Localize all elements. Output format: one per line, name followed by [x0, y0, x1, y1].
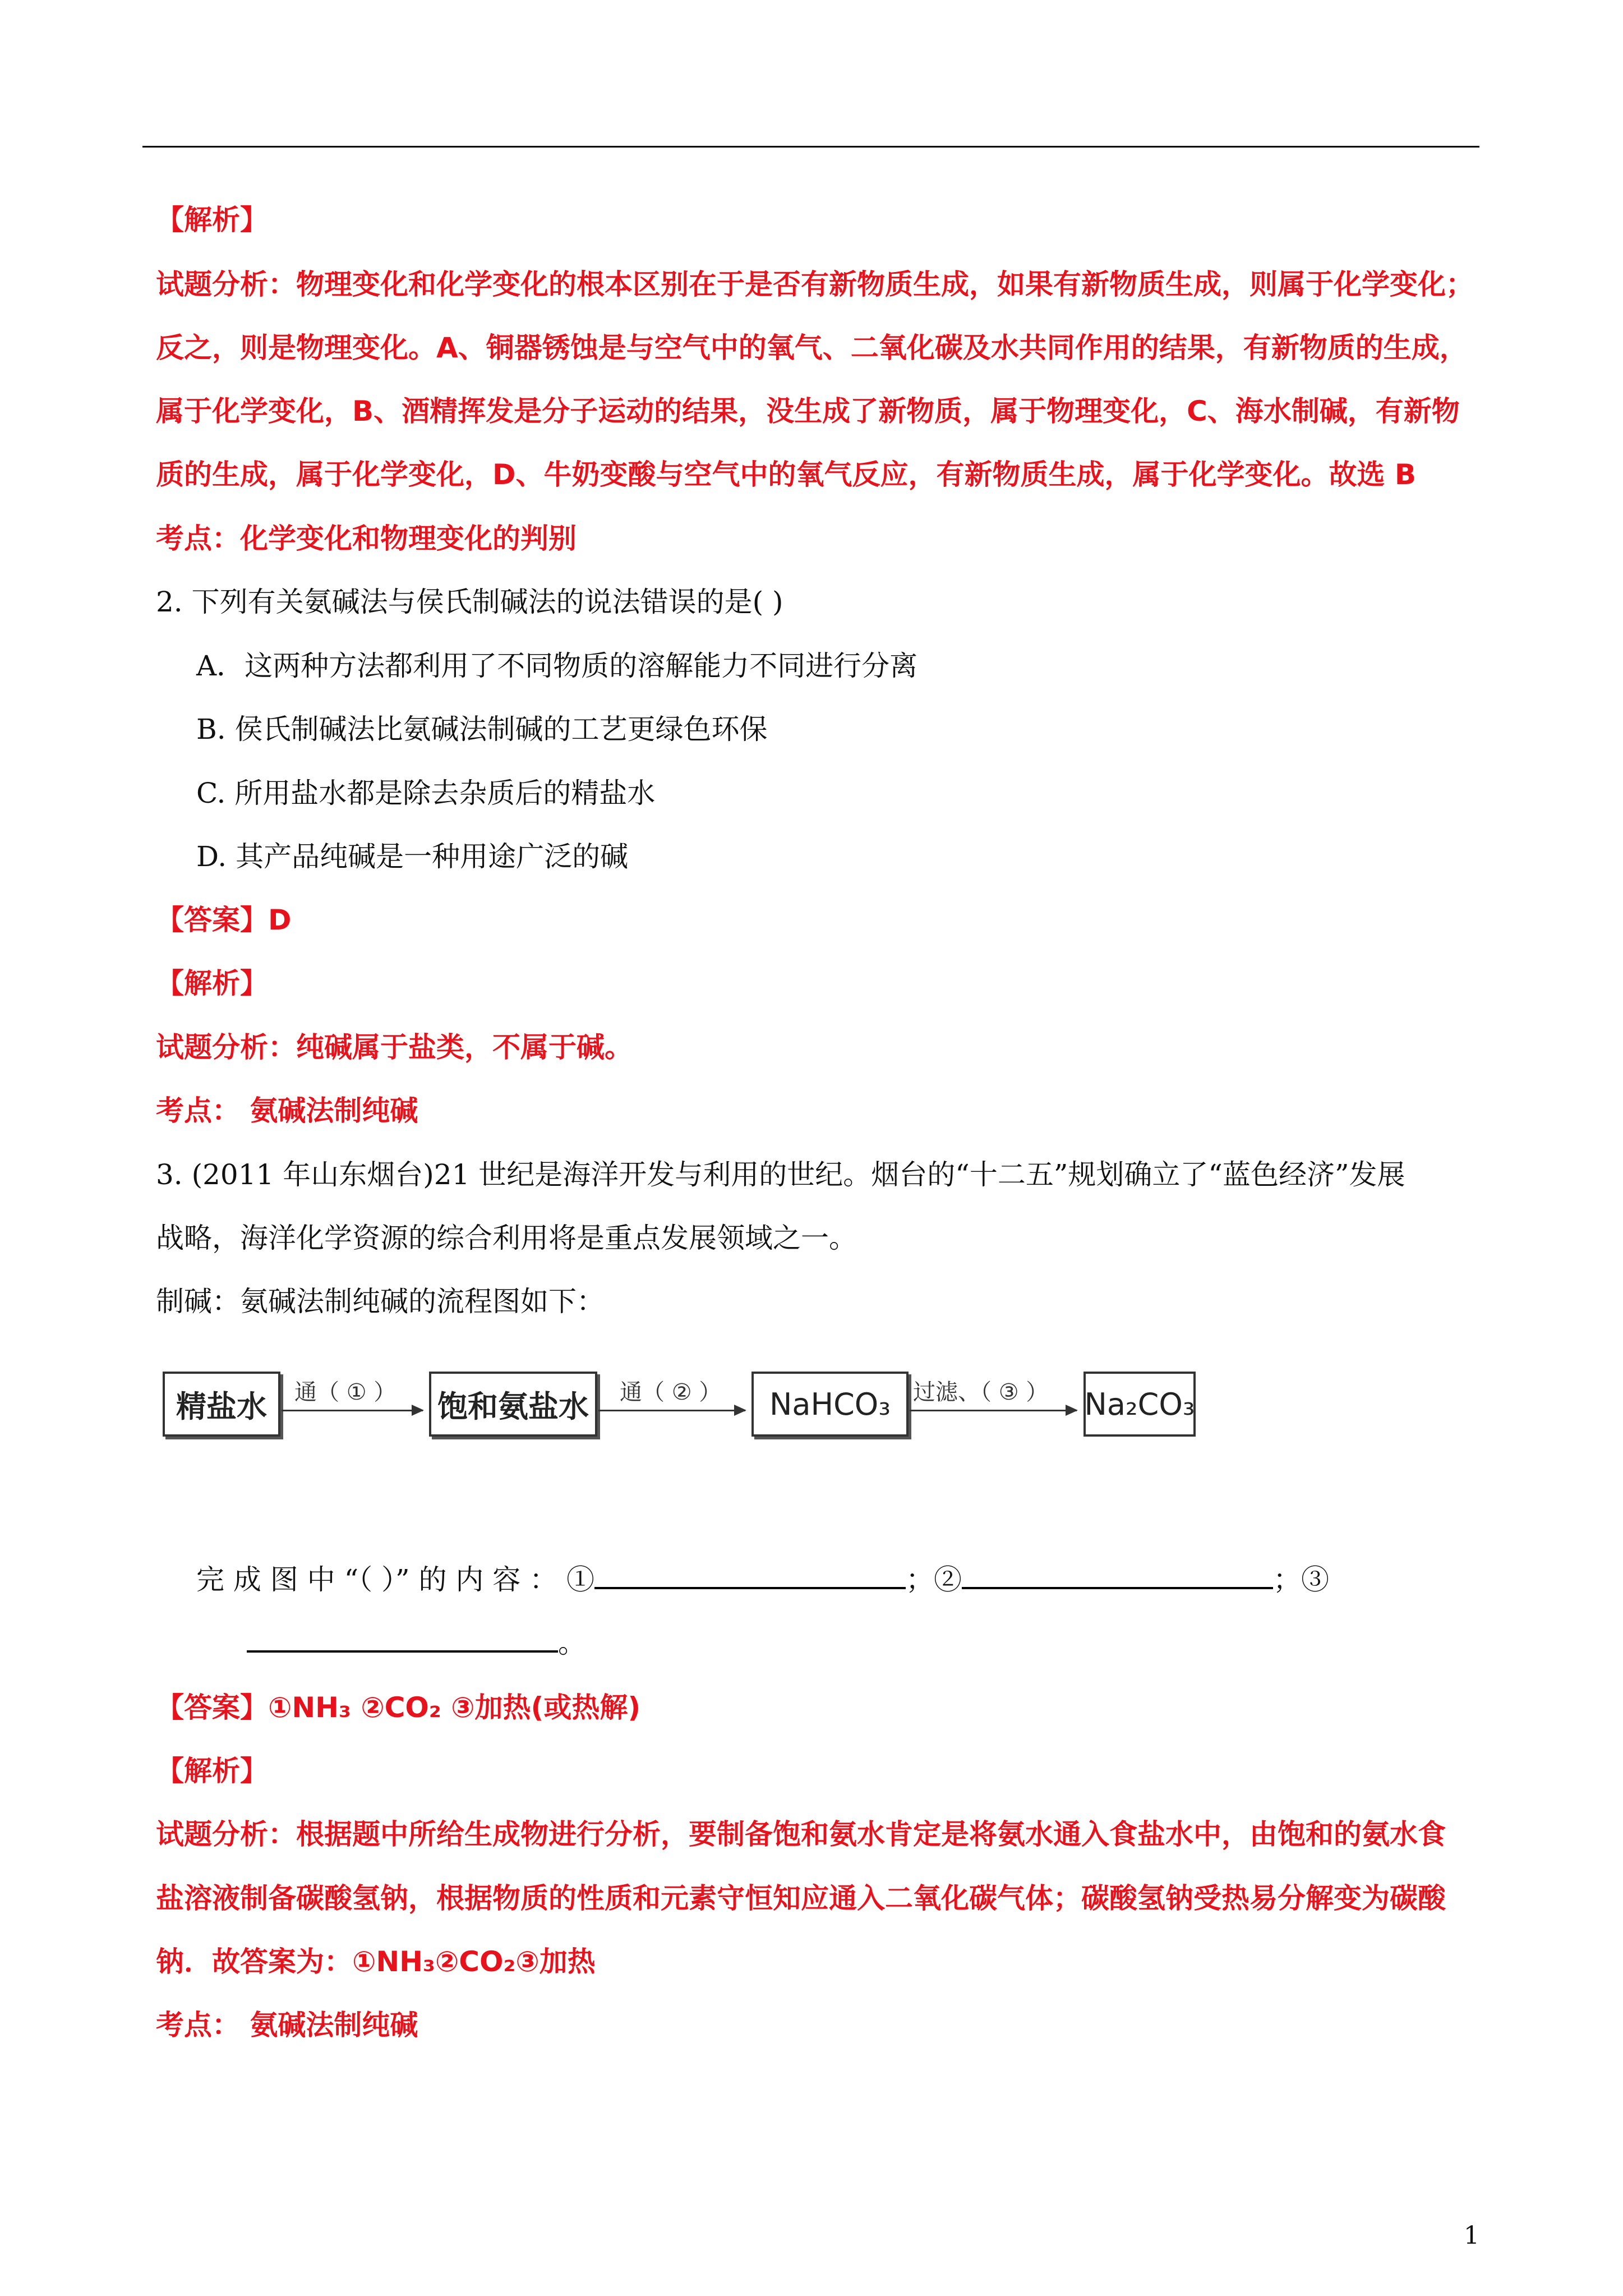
- flow-label-3: 过滤、（ ③ ）: [913, 1379, 1049, 1405]
- fill-prefix: 完 成 图 中 “（ ）” 的 内 容 ： ①: [196, 1563, 595, 1596]
- fill-sep: ；③: [1273, 1563, 1330, 1596]
- fill-end: 。: [558, 1627, 586, 1659]
- q1-jiexi-heading: 【解析】: [156, 204, 268, 236]
- q3-fill-line: [196, 1562, 1329, 1596]
- flow-arrow: [598, 1410, 745, 1411]
- q1-analysis-line: 反之，则是物理变化。A、铜器锈蚀是与空气中的氧气、二氧化碳及水共同作用的结果，有新物质的生成，: [156, 332, 1468, 364]
- flow-box-sodium-carbonate: Na₂CO₃: [1083, 1372, 1196, 1437]
- flow-box-ammoniated-brine: 饱和氨盐水: [429, 1372, 597, 1437]
- q3-jiexi-heading: 【解析】: [156, 1755, 268, 1787]
- q1-analysis-line: 属于化学变化，B、酒精挥发是分子运动的结果，没生成了新物质，属于物理变化，C、海水制碱，有新物: [156, 395, 1460, 427]
- q3-analysis-line: 试题分析：根据题中所给生成物进行分析，要制备饱和氨水肯定是将氨水通入食盐水中，由饱和的氨水食: [156, 1818, 1446, 1851]
- flow-box-brine: 精盐水: [163, 1372, 280, 1437]
- q2-stem: 2. 下列有关氨碱法与侯氏制碱法的说法错误的是( ): [156, 586, 783, 618]
- q2-kaodian: 考点： 氨碱法制纯碱: [156, 1094, 418, 1127]
- q3-intro: 制碱：氨碱法制纯碱的流程图如下：: [156, 1285, 605, 1318]
- q3-analysis-line: 钠．故答案为：①NH₃②CO₂③加热: [156, 1945, 596, 1978]
- q3-kaodian: 考点： 氨碱法制纯碱: [156, 2009, 418, 2041]
- q3-stem-line: 3. (2011 年山东烟台)21 世纪是海洋开发与利用的世纪。烟台的“十二五”规划确立了“蓝色经济”发展: [156, 1158, 1405, 1191]
- q1-analysis-line: 质的生成，属于化学变化，D、牛奶变酸与空气中的氧气反应，有新物质生成，属于化学变化。故选 B: [156, 458, 1417, 491]
- fill-sep: ；②: [906, 1563, 962, 1596]
- blank-3: [247, 1626, 558, 1653]
- q3-analysis-line: 盐溶液制备碳酸氢钠，根据物质的性质和元素守恒知应通入二氧化碳气体；碳酸氢钠受热易分解变为碳酸: [156, 1882, 1446, 1915]
- q2-analysis: 试题分析：纯碱属于盐类，不属于碱。: [156, 1031, 633, 1064]
- blank-2: [962, 1562, 1273, 1589]
- q2-option-a: A．这两种方法都利用了不同物质的溶解能力不同进行分离: [196, 650, 918, 682]
- flow-box-sodium-bicarbonate: NaHCO₃: [751, 1372, 909, 1437]
- flow-label-2: 通（ ② ）: [620, 1379, 722, 1405]
- q3-answer: 【答案】①NH₃ ②CO₂ ③加热(或热解): [156, 1691, 641, 1724]
- q2-option-b: B. 侯氏制碱法比氨碱法制碱的工艺更绿色环保: [196, 713, 768, 746]
- q2-option-c: C. 所用盐水都是除去杂质后的精盐水: [196, 777, 656, 809]
- blank-1: [594, 1562, 906, 1589]
- flow-arrow: [282, 1410, 423, 1411]
- flow-arrow: [910, 1410, 1077, 1411]
- page-number: 1: [1464, 2221, 1479, 2250]
- q3-fill-line-2: [247, 1626, 586, 1660]
- q2-jiexi-heading: 【解析】: [156, 967, 268, 1000]
- q1-kaodian: 考点：化学变化和物理变化的判别: [156, 522, 577, 555]
- q1-analysis-line: 试题分析：物理变化和化学变化的根本区别在于是否有新物质生成，如果有新物质生成，则属于化学变化；: [156, 268, 1474, 301]
- q2-answer: 【答案】D: [156, 904, 292, 936]
- q2-option-d: D. 其产品纯碱是一种用途广泛的碱: [196, 840, 629, 873]
- flow-label-1: 通（ ① ）: [294, 1379, 396, 1405]
- q3-stem-line: 战略，海洋化学资源的综合利用将是重点发展领域之一。: [156, 1222, 857, 1254]
- header-rule: [142, 146, 1479, 148]
